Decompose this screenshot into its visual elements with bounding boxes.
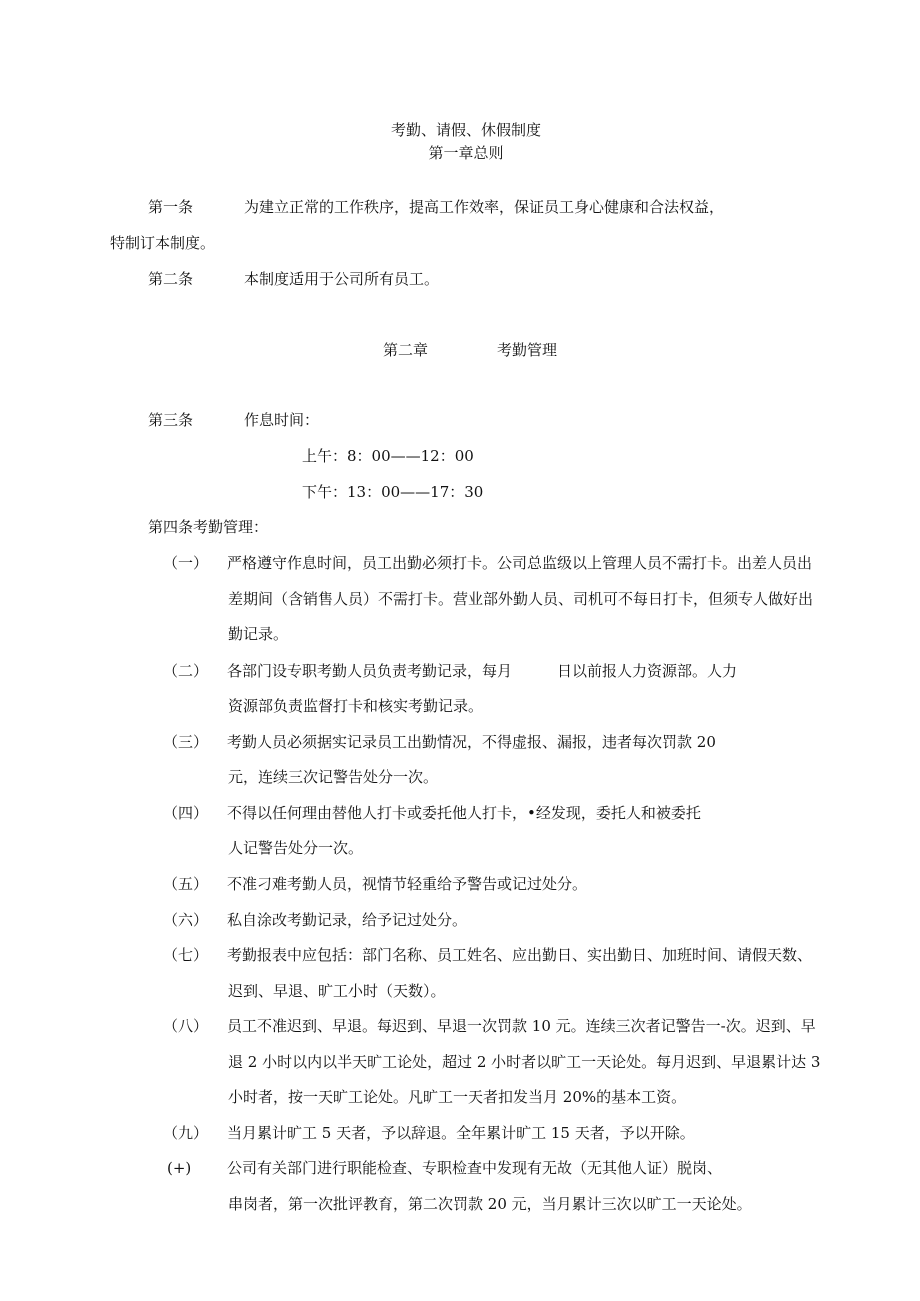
item-line: 勤记录。 bbox=[228, 625, 289, 643]
schedule-morning: 上午：8：00——12：00 bbox=[302, 447, 474, 465]
article-1-label: 第一条 bbox=[148, 198, 194, 216]
item-number: （七） bbox=[163, 946, 209, 964]
article-3-label: 第三条 bbox=[148, 411, 194, 429]
item-line: 考勤报表中应包括：部门名称、员工姓名、应出勤日、实出勤日、加班时间、请假天数、 bbox=[227, 946, 813, 964]
item-number: (+) bbox=[167, 1159, 192, 1177]
item-number: （二） bbox=[163, 662, 209, 680]
item-number: （六） bbox=[163, 911, 209, 929]
item-line: 不准刁难考勤人员，视情节轻重给予警告或记过处分。 bbox=[227, 875, 588, 893]
item-line: 退 2 小时以内以半天旷工论处，超过 2 小时者以旷工一天论处。每月迟到、早退累计达 3 bbox=[228, 1053, 821, 1071]
schedule-afternoon: 下午：13：00——17：30 bbox=[302, 483, 484, 501]
item-number: （三） bbox=[163, 733, 209, 751]
item-line: 各部门设专职考勤人员负责考勤记录，每月 bbox=[227, 662, 513, 680]
chapter-2-name: 考勤管理 bbox=[497, 341, 558, 359]
item-line: 迟到、早退、旷工小时（天数）。 bbox=[228, 982, 446, 1000]
article-3-text: 作息时间： bbox=[244, 411, 320, 429]
item-number: （五） bbox=[163, 875, 209, 893]
item-number: （八） bbox=[163, 1017, 209, 1035]
item-line: 人记警告处分一次。 bbox=[228, 839, 364, 857]
item-line: 私自涂改考勤记录，给予记过处分。 bbox=[227, 911, 468, 929]
article-1-text-cont: 特制订本制度。 bbox=[110, 234, 216, 252]
article-2-label: 第二条 bbox=[148, 270, 194, 288]
article-4-heading: 第四条考勤管理： bbox=[148, 518, 269, 536]
article-1-text: 为建立正常的工作秩序，提高工作效率，保证员工身心健康和合法权益， bbox=[244, 198, 725, 216]
item-line: 串岗者，第一次批评教育，第二次罚款 20 元，当月累计三次以旷工一天论处。 bbox=[228, 1195, 752, 1213]
item-line: 员工不准迟到、早退。每迟到、早退一次罚款 10 元。连续三次者记警告一-次。迟到、早 bbox=[227, 1017, 816, 1035]
item-line: 差期间（含销售人员）不需打卡。营业部外勤人员、司机可不每日打卡，但须专人做好出 bbox=[228, 590, 814, 608]
item-line: 公司有关部门进行职能检查、专职检查中发现有无故（无其他人证）脱岗、 bbox=[227, 1159, 723, 1177]
chapter-2-number: 第二章 bbox=[383, 341, 429, 359]
article-2-text: 本制度适用于公司所有员工。 bbox=[244, 270, 440, 288]
document-title: 考勤、请假、休假制度 bbox=[390, 121, 542, 139]
item-line: 严格遵守作息时间，员工出勤必须打卡。公司总监级以上管理人员不需打卡。出差人员出 bbox=[227, 554, 813, 572]
item-line: 元，连续三次记警告处分一次。 bbox=[228, 768, 439, 786]
item-line: 考勤人员必须据实记录员工出勤情况，不得虚报、漏报，违者每次罚款 20 bbox=[227, 733, 716, 751]
item-line: 资源部负责监督打卡和核实考勤记录。 bbox=[228, 697, 484, 715]
item-line: 当月累计旷工 5 天者，予以辞退。全年累计旷工 15 天者，予以开除。 bbox=[227, 1124, 695, 1142]
item-number: （一） bbox=[163, 554, 209, 572]
item-line: 日以前报人力资源部。人力 bbox=[557, 662, 738, 680]
item-number: （四） bbox=[163, 804, 209, 822]
item-line: 不得以任何理由替他人打卡或委托他人打卡，•经发现，委托人和被委托 bbox=[227, 804, 701, 822]
chapter-1-heading: 第一章总则 bbox=[428, 144, 504, 162]
item-number: （九） bbox=[163, 1124, 209, 1142]
item-line: 小时者，按一天旷工论处。凡旷工一天者扣发当月 20%的基本工资。 bbox=[228, 1088, 687, 1106]
